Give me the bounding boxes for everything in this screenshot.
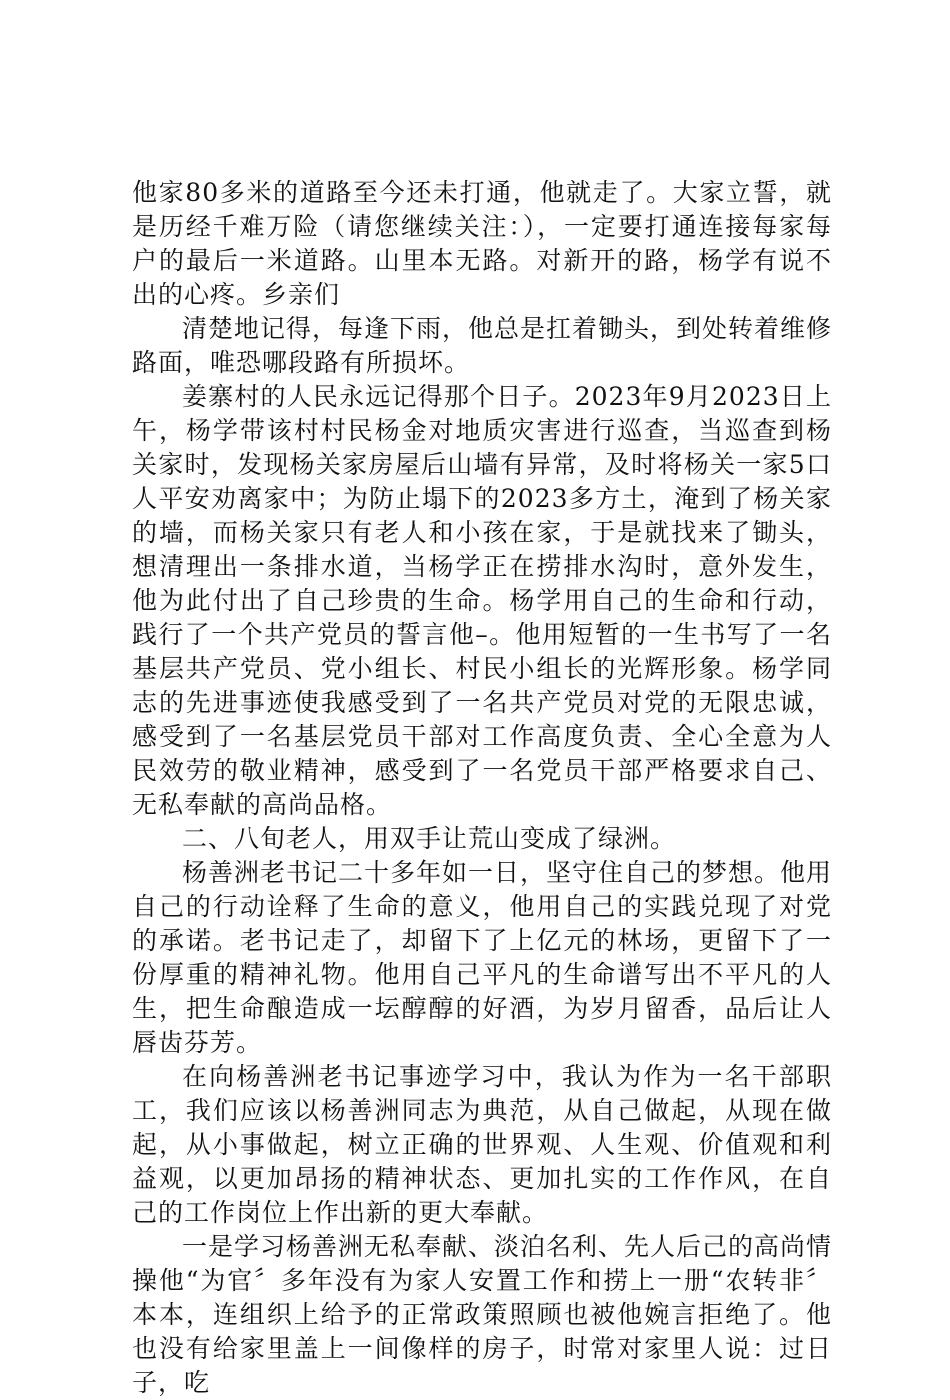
paragraph-jiangzhai-village: 姜寨村的人民永远记得那个日子。2023年9月2023日上午，杨学带该村村民杨金对地质灾害进行巡查，当巡查到杨关家时，发现杨关家房屋后山墙有异常，及时将杨关一家5口人平安劝离家中；为防止塌下的2023多方土，淹到了杨关家的墙，而杨关家只有老人和小孩在家，于是就找来了锄头，想清理出一条排水道，当杨学正在捞排水沟时，意外发生，他为此付出了自己珍贵的生命。杨学用自己的生命和行动，践行了一个共产党员的誓言他–。他用短暂的一生书写了一名基层共产党员、党小组长、村民小组长的光辉形象。杨学同志的先进事迹使我感受到了一名共产党员对党的无限忠诚，感受到了一名基层党员干部对工作高度负责、全心全意为人民效劳的敬业精神，感受到了一名党员干部严格要求自己、无私奉献的高尚品格。 <box>132 382 832 819</box>
paragraph-learning: 在向杨善洲老书记事迹学习中，我认为作为一名干部职工，我们应该以杨善洲同志为典范，从自己做起，从现在做起，从小事做起，树立正确的世界观、人生观、价值观和利益观，以更加昂扬的精神状态、更加扎实的工作作风，在自己的工作岗位上作出新的更大奉献。 <box>132 1062 832 1227</box>
paragraph-continuation: 他家80多米的道路至今还未打通，他就走了。大家立誓，就是历经千难万险（请您继续关注：），一定要打通连接每家每户的最后一米道路。山里本无路。对新开的路，杨学有说不出的心疼。乡亲们 <box>132 178 832 309</box>
paragraph-yang-shanzhou: 杨善洲老书记二十多年如一日，坚守住自己的梦想。他用自己的行动诠释了生命的意义，他用自己的实践兑现了对党的承诺。老书记走了，却留下了上亿元的林场，更留下了一份厚重的精神礼物。他用自己平凡的生命谱写出不平凡的人生，把生命酿造成一坛醇醇的好酒，为岁月留香，品后让人唇齿芬芳。 <box>132 858 833 1057</box>
paragraph-rain-repair: 清楚地记得，每逢下雨，他总是扛着锄头，到处转着维修路面，唯恐哪段路有所损坏。 <box>132 314 833 377</box>
section-heading-two: 二、八旬老人，用双手让荒山变成了绿洲。 <box>182 824 677 853</box>
document-body <box>132 176 832 1400</box>
paragraph-selfless-dedication: 一是学习杨善洲无私奉献、淡泊名利、先人后己的高尚情操他“为官〞多年没有为家人安置工作和捞上一册“农转非〞本本，连组织上给予的正常政策照顾也被他婉言拒绝了。他也没有给家里盖上一间像样的房子，时常对家里人说：过日子，吃 <box>132 1232 833 1397</box>
